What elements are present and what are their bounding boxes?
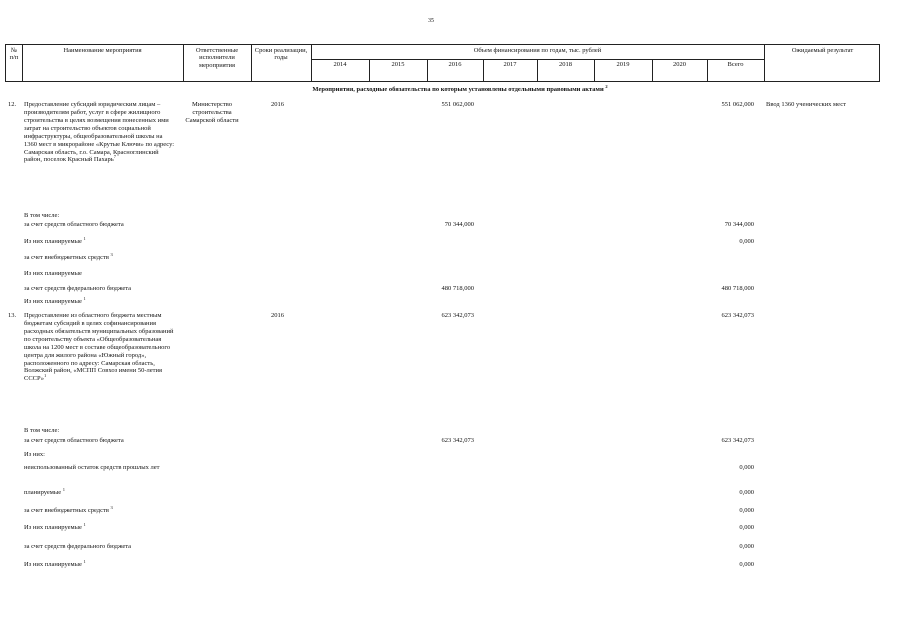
row-13-sub-total: 0,000	[739, 464, 754, 471]
row-13-sub-label: неиспользованный остаток средств прошлых лет	[24, 464, 160, 471]
row-13-sub-label: за счет средств федерального бюджета	[24, 543, 132, 550]
row-12-result: Ввод 1360 ученических мест	[766, 101, 846, 108]
row-12-sub-value-2016: 70 344,000	[444, 221, 474, 228]
header-year: 2020	[673, 61, 686, 68]
row-12-sub-total: 0,000	[739, 238, 754, 245]
row-13-including: В том числе:	[24, 427, 60, 434]
header-year: 2017	[503, 61, 517, 68]
page-number: 35	[428, 18, 434, 24]
header-year: 2019	[616, 61, 630, 68]
header-year: Всего	[727, 61, 744, 68]
header-financing: Объем финансирования по годам, тыс. рублей	[473, 47, 602, 54]
row-12-sub-label: за счет внебюджетных средств $^3$	[24, 251, 113, 261]
row-13-sub-total: 0,000	[739, 561, 754, 568]
header-name: Наименование мероприятия	[63, 47, 142, 54]
row-13-sub-total: 0,000	[739, 489, 754, 496]
row-12-sub-label: за счет средств федерального бюджета	[24, 285, 132, 292]
table-header	[5, 44, 880, 82]
row-13-sub-label: Из них планируемые $^1$	[24, 558, 86, 568]
row-13-sub-label: Из них:	[24, 451, 45, 458]
row-12-sub-label: за счет средств областного бюджета	[24, 221, 124, 228]
row-13-sub-total: 0,000	[739, 507, 754, 514]
row-12-sub-total: 70 344,000	[724, 221, 754, 228]
row-12-sub-label: Из них планируемые $^1$	[24, 235, 86, 245]
row-12-responsible: Министерство строительства Самарской области	[185, 101, 239, 124]
row-13-term: 2016	[271, 312, 284, 319]
header-year: 2016	[448, 61, 462, 68]
row-12-sub-total: 480 718,000	[721, 285, 754, 292]
header-terms: Сроки реализации, годы	[254, 47, 308, 62]
row-12-total: 551 062,000	[721, 101, 754, 108]
row-13-sub-label: Из них планируемые $^1$	[24, 521, 86, 531]
row-13-number: 13.	[8, 312, 17, 319]
row-12-number: 12.	[8, 101, 17, 108]
row-12-including: В том числе:	[24, 212, 60, 219]
row-12-sub-label: Из них планируемые $^1$	[24, 295, 86, 305]
section-title: Мероприятия, расходные обязательства по которым установлены отдельными правовыми актами $^2$	[312, 83, 608, 93]
row-12-value-2016: 551 062,000	[441, 101, 474, 108]
row-13-name: Предоставление из областного бюджета местным бюджетам субсидий в целях софинансирования расходных обязательств муниципальных образований по строительству объекта «Общеобразовательная школа на 1200 мест в составе общеобразовательного центра для жилого района «Южный город», расположенного по адресу: Самарская область, Волжский район, «МСПП Совхоз имени 50-летия СССР»$^1$	[24, 312, 174, 383]
row-13-total: 623 342,073	[721, 312, 754, 319]
row-13-sub-total: 623 342,073	[721, 437, 754, 444]
header-year: 2014	[333, 61, 347, 68]
row-13-sub-label: планируемые $^1$	[24, 486, 66, 496]
row-13-sub-label: за счет средств областного бюджета	[24, 437, 124, 444]
row-12-sub-value-2016: 480 718,000	[441, 285, 474, 292]
row-12-term: 2016	[271, 101, 284, 108]
row-12-name: Предоставление субсидий юридическим лицам – производителям работ, услуг в сфере жилищного строительства в целях возмещения понесенных ими затрат на строительство объектов социальной инфраструктуры, общеобразовательной школы на 1360 мест в микрорайоне «Крутые Ключи» по адресу: Самарская область, г.о. Самара, Красноглинский район, поселок Красный Пахарь$^7$	[24, 101, 175, 164]
row-13-sub-total: 0,000	[739, 543, 754, 550]
header-year: 2015	[391, 61, 405, 68]
row-13-sub-total: 0,000	[739, 524, 754, 531]
header-year: 2018	[559, 61, 572, 68]
header-num: № п/п	[9, 47, 19, 62]
header-result: Ожидаемый результат	[791, 47, 854, 54]
row-13-sub-value-2016: 623 342,073	[441, 437, 474, 444]
row-12-sub-label: Из них планируемые	[24, 270, 82, 277]
header-responsible: Ответственные исполнители мероприятия	[195, 47, 239, 69]
row-13-value-2016: 623 342,073	[441, 312, 474, 319]
row-13-sub-label: за счет внебюджетных средств $^3$	[24, 504, 113, 514]
